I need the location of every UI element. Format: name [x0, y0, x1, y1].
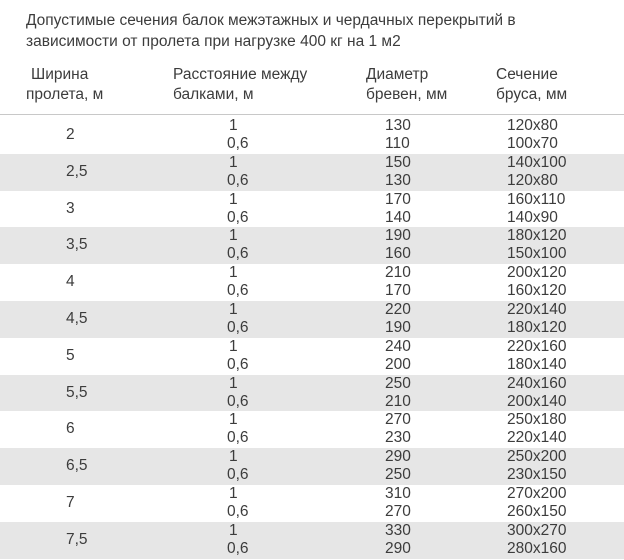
beam-section: 260x150: [507, 502, 567, 520]
span-width: 6: [66, 420, 75, 438]
log-diameter: 110: [385, 135, 410, 152]
log-diameter: 270: [385, 502, 411, 520]
title-line-1: Допустимые сечения балок межэтажных и чердачных перекрытий в: [26, 12, 516, 29]
beam-distance: 1: [229, 117, 238, 134]
log-diameter: 200: [385, 355, 411, 373]
log-diameter: 210: [385, 392, 411, 410]
header-width-line1: Ширина: [31, 66, 89, 83]
beam-distance: 0,6: [227, 282, 249, 300]
log-diameter: 140: [385, 208, 411, 226]
log-diameter: 250: [385, 466, 411, 484]
beam-section: 140x100: [507, 153, 567, 171]
log-diameter: 160: [385, 245, 411, 263]
log-diameter: 270: [385, 411, 411, 429]
beam-section: 240x160: [507, 374, 567, 392]
header-diameter-line2: бревен, мм: [366, 86, 448, 103]
table-row: [0, 301, 624, 338]
span-width: 7,5: [66, 530, 88, 548]
beam-section: 160x120: [507, 282, 567, 300]
log-diameter: 230: [385, 429, 411, 447]
span-width: 2,5: [66, 162, 88, 180]
beam-section: 230x150: [507, 466, 567, 484]
header-section-line2: бруса, мм: [496, 86, 568, 103]
beam-distance: 1: [229, 190, 238, 208]
table-row: [0, 522, 624, 559]
log-diameter: 170: [385, 190, 411, 208]
beam-distance: 1: [229, 411, 238, 429]
table-row: [0, 227, 624, 264]
span-width: 5: [66, 346, 75, 364]
beam-section: 120x80: [507, 171, 558, 189]
header-diameter-line1: Диаметр: [366, 66, 429, 83]
beam-section: 160x110: [507, 190, 566, 208]
table-row: [0, 485, 624, 522]
log-diameter: 290: [385, 448, 411, 466]
beam-distance: 0,6: [227, 135, 249, 152]
beam-distance: 0,6: [227, 245, 249, 263]
span-width: 6,5: [66, 457, 88, 475]
span-width: 5,5: [66, 383, 88, 401]
beam-section: 300x270: [507, 521, 567, 539]
title-line-2: зависимости от пролета при нагрузке 400 кг на 1 м2: [26, 33, 401, 50]
table-row: [0, 375, 624, 412]
header-width-line2: пролета, м: [26, 86, 104, 103]
span-width: 7: [66, 493, 75, 511]
log-diameter: 150: [385, 153, 411, 171]
beam-section: 220x140: [507, 429, 567, 447]
span-width: 3: [66, 199, 75, 217]
beam-section: 180x140: [507, 355, 567, 373]
table-row: [0, 338, 624, 375]
beam-section: 120x80: [507, 117, 558, 134]
header-distance-line1: Расстояние между: [173, 66, 308, 83]
log-diameter: 310: [385, 484, 411, 502]
beam-distance: 0,6: [227, 318, 249, 336]
log-diameter: 290: [385, 539, 411, 557]
beam-section: 150x100: [507, 245, 567, 263]
beam-distance: 1: [229, 227, 238, 245]
beam-section: 140x90: [507, 208, 558, 226]
beam-section: 220x140: [507, 300, 567, 318]
beam-distance: 1: [229, 300, 238, 318]
table-row: [0, 264, 624, 301]
table-row: [0, 411, 624, 448]
beam-distance: 1: [229, 374, 238, 392]
log-diameter: 190: [385, 227, 411, 245]
log-diameter: 190: [385, 318, 411, 336]
beam-section: 280x160: [507, 539, 567, 557]
header-divider: [0, 114, 624, 115]
log-diameter: 130: [385, 171, 411, 189]
beam-distance: 1: [229, 337, 238, 355]
beam-distance: 1: [229, 448, 238, 466]
table-row: [0, 191, 624, 228]
beam-distance: 1: [229, 521, 238, 539]
log-diameter: 210: [385, 264, 411, 282]
table-title: [26, 10, 616, 52]
log-diameter: 250: [385, 374, 411, 392]
log-diameter: 170: [385, 282, 411, 300]
log-diameter: 330: [385, 521, 411, 539]
table-header: [0, 64, 624, 114]
beam-section: 180x120: [507, 318, 567, 336]
beam-distance: 1: [229, 264, 238, 282]
beam-section: 250x180: [507, 411, 567, 429]
beam-distance: 0,6: [227, 466, 249, 484]
beam-section: 220x160: [507, 337, 567, 355]
header-section-line1: Сечение: [496, 66, 558, 83]
beam-section: 270x200: [507, 484, 567, 502]
beam-section: 200x140: [507, 392, 567, 410]
span-width: 2: [66, 126, 75, 143]
beam-section: 250x200: [507, 448, 567, 466]
header-distance-line2: балками, м: [173, 86, 254, 103]
log-diameter: 220: [385, 300, 411, 318]
beam-section: 180x120: [507, 227, 567, 245]
table-row: [0, 117, 624, 154]
beam-section: 100x70: [507, 135, 558, 152]
beam-distance: 1: [229, 153, 238, 171]
span-width: 3,5: [66, 236, 88, 254]
beam-distance: 1: [229, 484, 238, 502]
beam-distance: 0,6: [227, 171, 249, 189]
span-width: 4,5: [66, 309, 88, 327]
beam-distance: 0,6: [227, 502, 249, 520]
table-row: [0, 154, 624, 191]
beam-distance: 0,6: [227, 392, 249, 410]
beam-distance: 0,6: [227, 429, 249, 447]
beam-distance: 0,6: [227, 208, 249, 226]
log-diameter: 240: [385, 337, 411, 355]
beam-section: 200x120: [507, 264, 567, 282]
log-diameter: 130: [385, 117, 411, 134]
beam-distance: 0,6: [227, 539, 249, 557]
span-width: 4: [66, 273, 75, 291]
table-row: [0, 448, 624, 485]
table-body: [0, 117, 624, 559]
beam-distance: 0,6: [227, 355, 249, 373]
